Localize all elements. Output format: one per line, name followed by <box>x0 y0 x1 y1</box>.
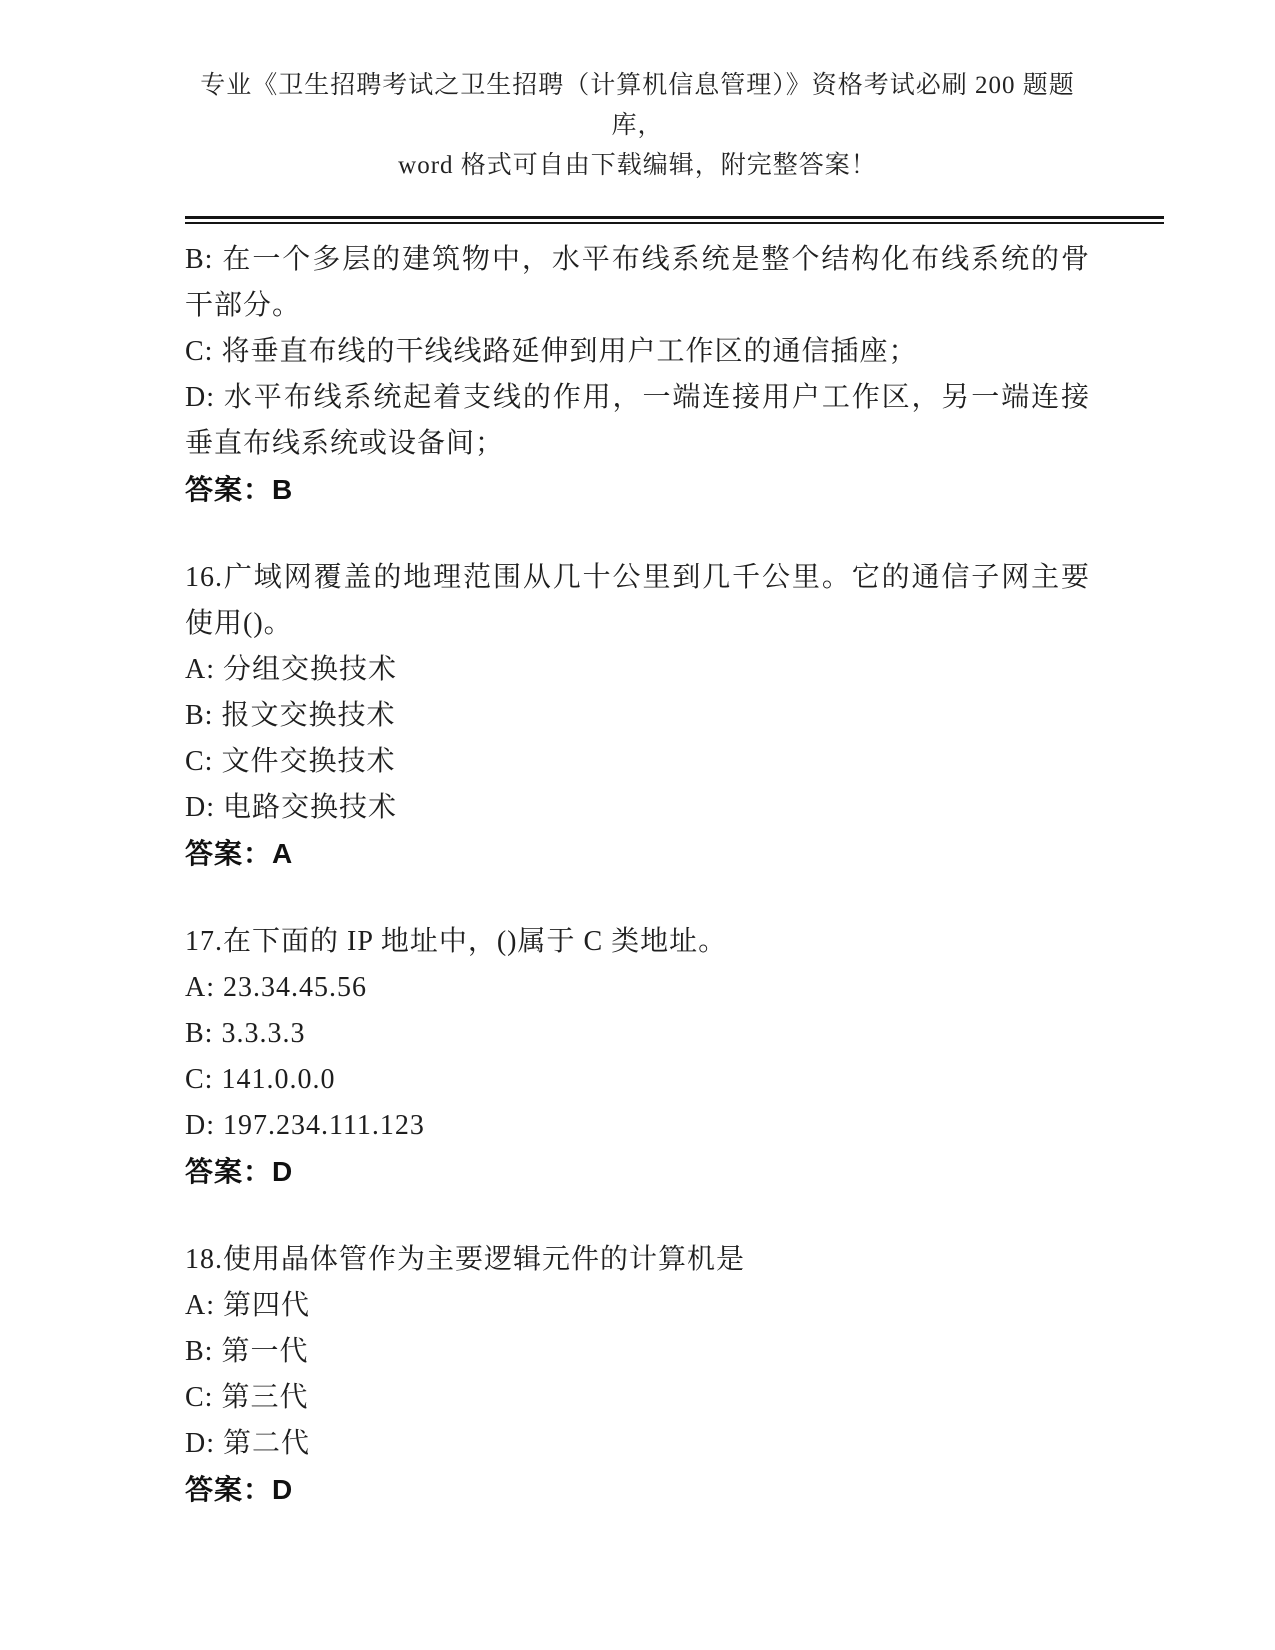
option-line-a: A: 23.34.45.56 <box>185 972 367 1003</box>
option-line-b: B: 在一个多层的建筑物中，水平布线系统是整个结构化布线系统的骨干部分。 <box>185 244 1090 321</box>
question-block-16 <box>185 555 1090 877</box>
answer-line: 答案：B <box>185 474 294 505</box>
option-line-c: C: 141.0.0.0 <box>185 1064 336 1095</box>
answer-line: 答案：D <box>185 1474 294 1505</box>
document-header <box>185 0 1090 186</box>
header-line-1: 专业《卫生招聘考试之卫生招聘（计算机信息管理）》资格考试必刷 200 题题库， <box>200 72 1075 139</box>
question-text: 18.使用晶体管作为主要逻辑元件的计算机是 <box>185 1244 746 1275</box>
document-body <box>185 237 1090 1513</box>
option-line-b: B: 3.3.3.3 <box>185 1018 306 1049</box>
question-block-15-continuation <box>185 237 1090 513</box>
option-line-a: A: 分组交换技术 <box>185 654 398 685</box>
question-block-17 <box>185 919 1090 1195</box>
option-line-c: C: 将垂直布线的干线线路延伸到用户工作区的通信插座； <box>185 336 918 367</box>
answer-line: 答案：D <box>185 1156 294 1187</box>
answer-line: 答案：A <box>185 838 294 869</box>
option-line-c: C: 第三代 <box>185 1382 309 1413</box>
question-block-18 <box>185 1237 1090 1513</box>
question-text: 16.广域网覆盖的地理范围从几十公里到几千公里。它的通信子网主要使用()。 <box>185 562 1090 639</box>
option-line-d: D: 第二代 <box>185 1428 311 1459</box>
header-divider <box>185 216 1164 224</box>
option-line-d: D: 水平布线系统起着支线的作用，一端连接用户工作区，另一端连接垂直布线系统或设备间； <box>185 382 1090 459</box>
option-line-d: D: 电路交换技术 <box>185 792 398 823</box>
option-line-c: C: 文件交换技术 <box>185 746 396 777</box>
option-line-b: B: 第一代 <box>185 1336 309 1367</box>
option-line-b: B: 报文交换技术 <box>185 700 396 731</box>
option-line-d: D: 197.234.111.123 <box>185 1110 425 1141</box>
question-text: 17.在下面的 IP 地址中，()属于 C 类地址。 <box>185 926 728 957</box>
option-line-a: A: 第四代 <box>185 1290 311 1321</box>
header-line-2: word 格式可自由下载编辑，附完整答案！ <box>398 152 877 179</box>
